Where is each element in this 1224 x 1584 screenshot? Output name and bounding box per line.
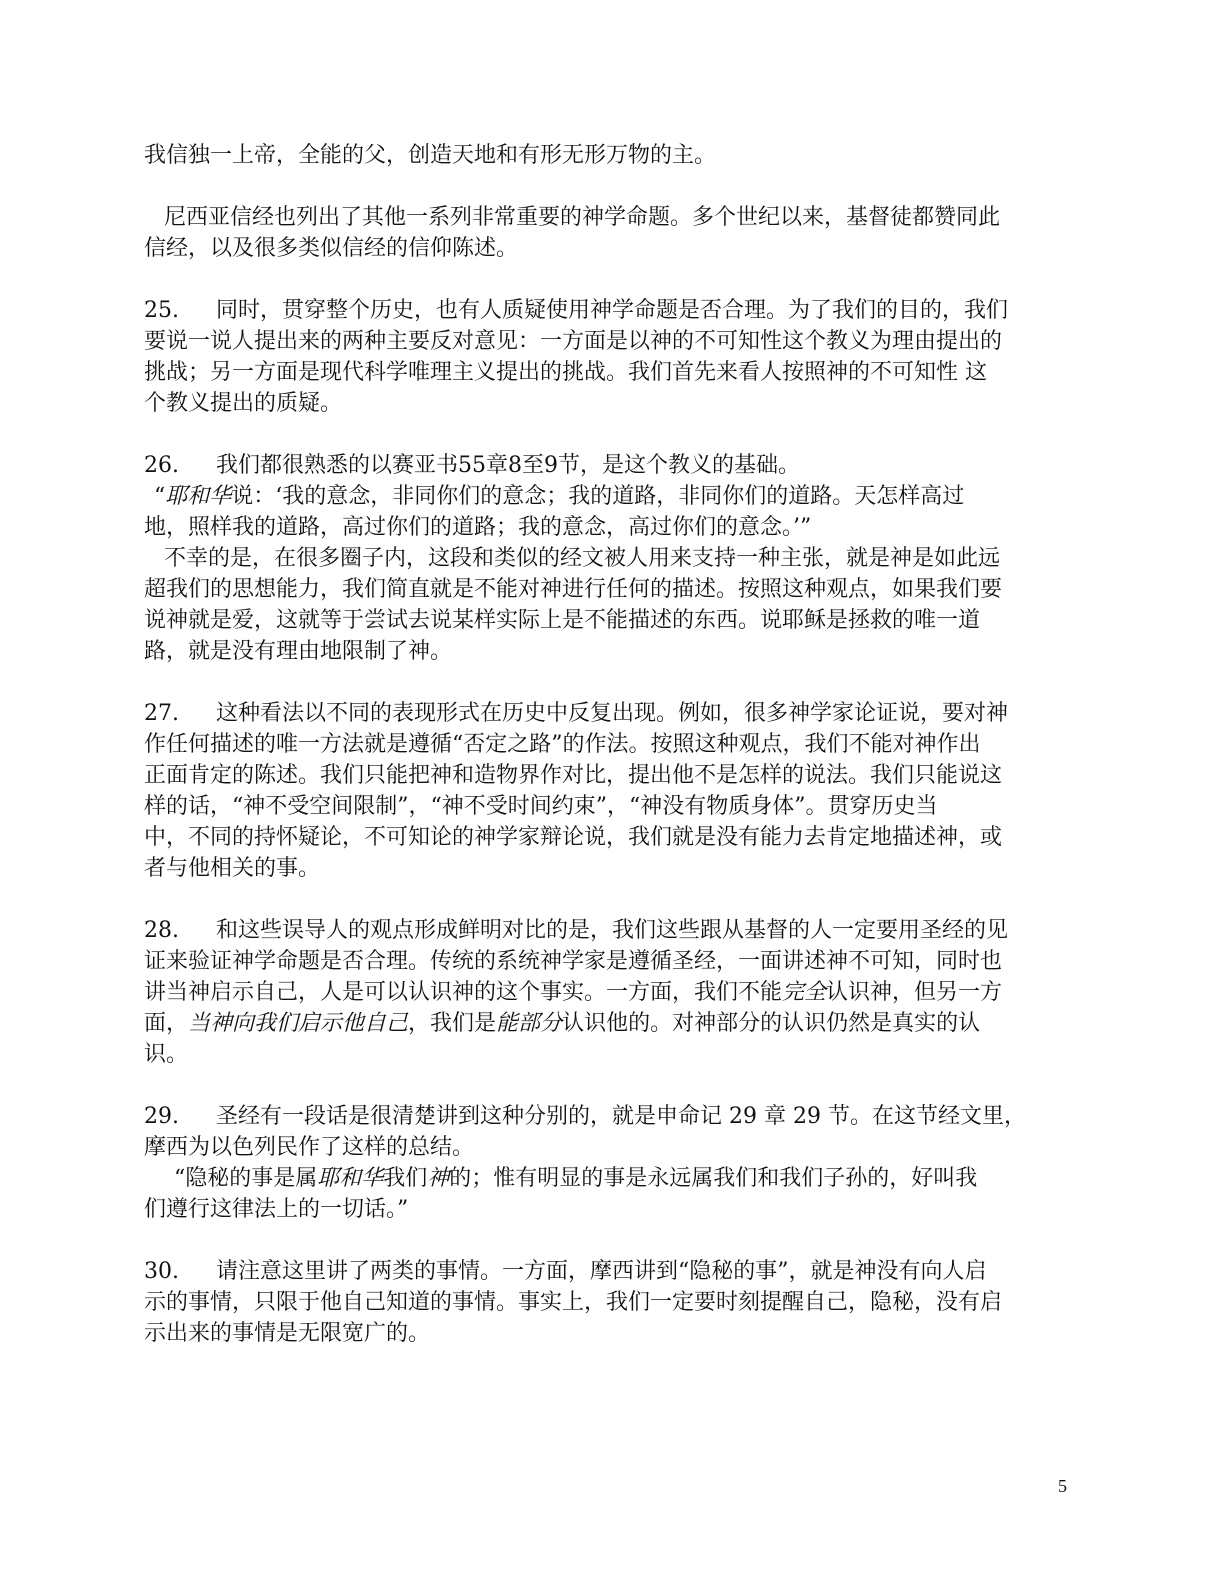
text-segment: 认识神，但另一方 [826, 980, 1003, 1005]
quote-mark: “ [154, 484, 166, 509]
paragraph-number: 26. [144, 453, 179, 478]
scripture-quote [144, 1163, 1074, 1194]
text-line: 地，照样我的道路，高过你们的道路；我的意念，高过你们的意念。’” [144, 515, 812, 540]
document-body [144, 140, 1074, 1349]
creed-line: 我信独一上帝，全能的父，创造天地和有形无形万物的主。 [144, 143, 717, 168]
paragraph-number: 27. [144, 701, 179, 726]
text-line: 不幸的是，在很多圈子内，这段和类似的经文被人用来支持一种主张，就是神是如此远 [164, 546, 1001, 571]
text-line: 信经，以及很多类似信经的信仰陈述。 [144, 236, 519, 261]
text-line: 挑战；另一方面是现代科学唯理主义提出的挑战。我们首先来看人按照神的不可知性 这 [144, 360, 987, 385]
paragraph-number: 30. [144, 1259, 179, 1284]
paragraph-26 [144, 450, 1074, 667]
emphasis-text: 耶和华 [317, 1166, 384, 1191]
text-line: 路，就是没有理由地限制了神。 [144, 639, 453, 664]
text-line: 者与他相关的事。 [144, 856, 321, 881]
emphasis-text: 完全 [782, 980, 827, 1005]
text-line: 样的话，“神不受空间限制”，“神不受时间约束”，“神没有物质身体”。贯穿历史当 [144, 794, 938, 819]
text-line: 超我们的思想能力，我们简直就是不能对神进行任何的描述。按照这种观点，如果我们要 [144, 577, 1003, 602]
paragraph-30 [144, 1256, 1074, 1349]
paragraph-25 [144, 295, 1074, 419]
text-line: 证来验证神学命题是否合理。传统的系统神学家是遵循圣经，一面讲述神不可知，同时也 [144, 949, 1003, 974]
text-line: 示出来的事情是无限宽广的。 [144, 1321, 431, 1346]
text-line: 中，不同的持怀疑论，不可知论的神学家辩论说，我们就是没有能力去肯定地描述神，或 [144, 825, 1003, 850]
text-segment: “隐秘的事是属 [174, 1166, 318, 1191]
text-line: 同时，贯穿整个历史，也有人质疑使用神学命题是否合理。为了我们的目的，我们 [216, 298, 1009, 323]
emphasis-text: 当神向我们启示他自己 [188, 1011, 409, 1036]
text-line: 要说一说人提出来的两种主要反对意见：一方面是以神的不可知性这个教义为理由提出的 [144, 329, 1003, 354]
paragraph-27 [144, 698, 1074, 884]
paragraph-nicene [144, 202, 1074, 264]
text-line: 说神就是爱，这就等于尝试去说某样实际上是不能描述的东西。说耶稣是拯救的唯一道 [144, 608, 981, 633]
emphasis-text: 能部分 [496, 1011, 563, 1036]
text-line [144, 977, 1074, 1008]
text-line: 请注意这里讲了两类的事情。一方面，摩西讲到“隐秘的事”，就是神没有向人启 [216, 1259, 987, 1284]
quote-text: 说：‘我的意念，非同你们的意念；我的道路，非同你们的道路。天怎样高过 [231, 484, 965, 509]
text-line: 作任何描述的唯一方法就是遵循“否定之路”的作法。按照这种观点，我们不能对神作出 [144, 732, 981, 757]
text-line [144, 1008, 1074, 1039]
text-line: 们遵行这律法上的一切话。” [144, 1197, 409, 1222]
emphasis-text: 神 [427, 1166, 450, 1191]
paragraph-number: 25. [144, 298, 179, 323]
text-line: 示的事情，只限于他自己知道的事情。事实上，我们一定要时刻提醒自己，隐秘，没有启 [144, 1290, 1003, 1315]
text-line: 我们都很熟悉的以赛亚书55章8至9节，是这个教义的基础。 [216, 453, 800, 478]
text-segment: 我们 [383, 1166, 428, 1191]
text-segment: 的；惟有明显的事是永远属我们和我们子孙的，好叫我 [449, 1166, 978, 1191]
text-line: 圣经有一段话是很清楚讲到这种分别的，就是申命记 29 章 29 节。在这节经文里， [216, 1104, 1026, 1129]
scripture-quote [144, 481, 1074, 512]
text-line: 和这些误导人的观点形成鲜明对比的是，我们这些跟从基督的人一定要用圣经的见 [216, 918, 1009, 943]
page-number: 5 [1058, 1476, 1067, 1496]
text-segment: 认识他的。对神部分的认识仍然是真实的认 [562, 1011, 981, 1036]
text-line: 个教义提出的质疑。 [144, 391, 343, 416]
paragraph-29 [144, 1101, 1074, 1225]
text-line: 识。 [144, 1042, 189, 1067]
text-segment: 讲当神启示自己，人是可以认识神的这个事实。一方面，我们不能 [144, 980, 783, 1005]
text-segment: ，我们是 [408, 1011, 497, 1036]
paragraph-number: 28. [144, 918, 179, 943]
text-line: 正面肯定的陈述。我们只能把神和造物界作对比，提出他不是怎样的说法。我们只能说这 [144, 763, 1003, 788]
text-line: 摩西为以色列民作了这样的总结。 [144, 1135, 475, 1160]
text-line: 尼西亚信经也列出了其他一系列非常重要的神学命题。多个世纪以来，基督徒都赞同此 [164, 205, 1001, 230]
text-segment: 面， [144, 1011, 189, 1036]
paragraph-28 [144, 915, 1074, 1070]
text-line: 这种看法以不同的表现形式在历史中反复出现。例如，很多神学家论证说，要对神 [216, 701, 1009, 726]
emphasis-text: 耶和华 [165, 484, 232, 509]
paragraph-number: 29. [144, 1104, 179, 1129]
